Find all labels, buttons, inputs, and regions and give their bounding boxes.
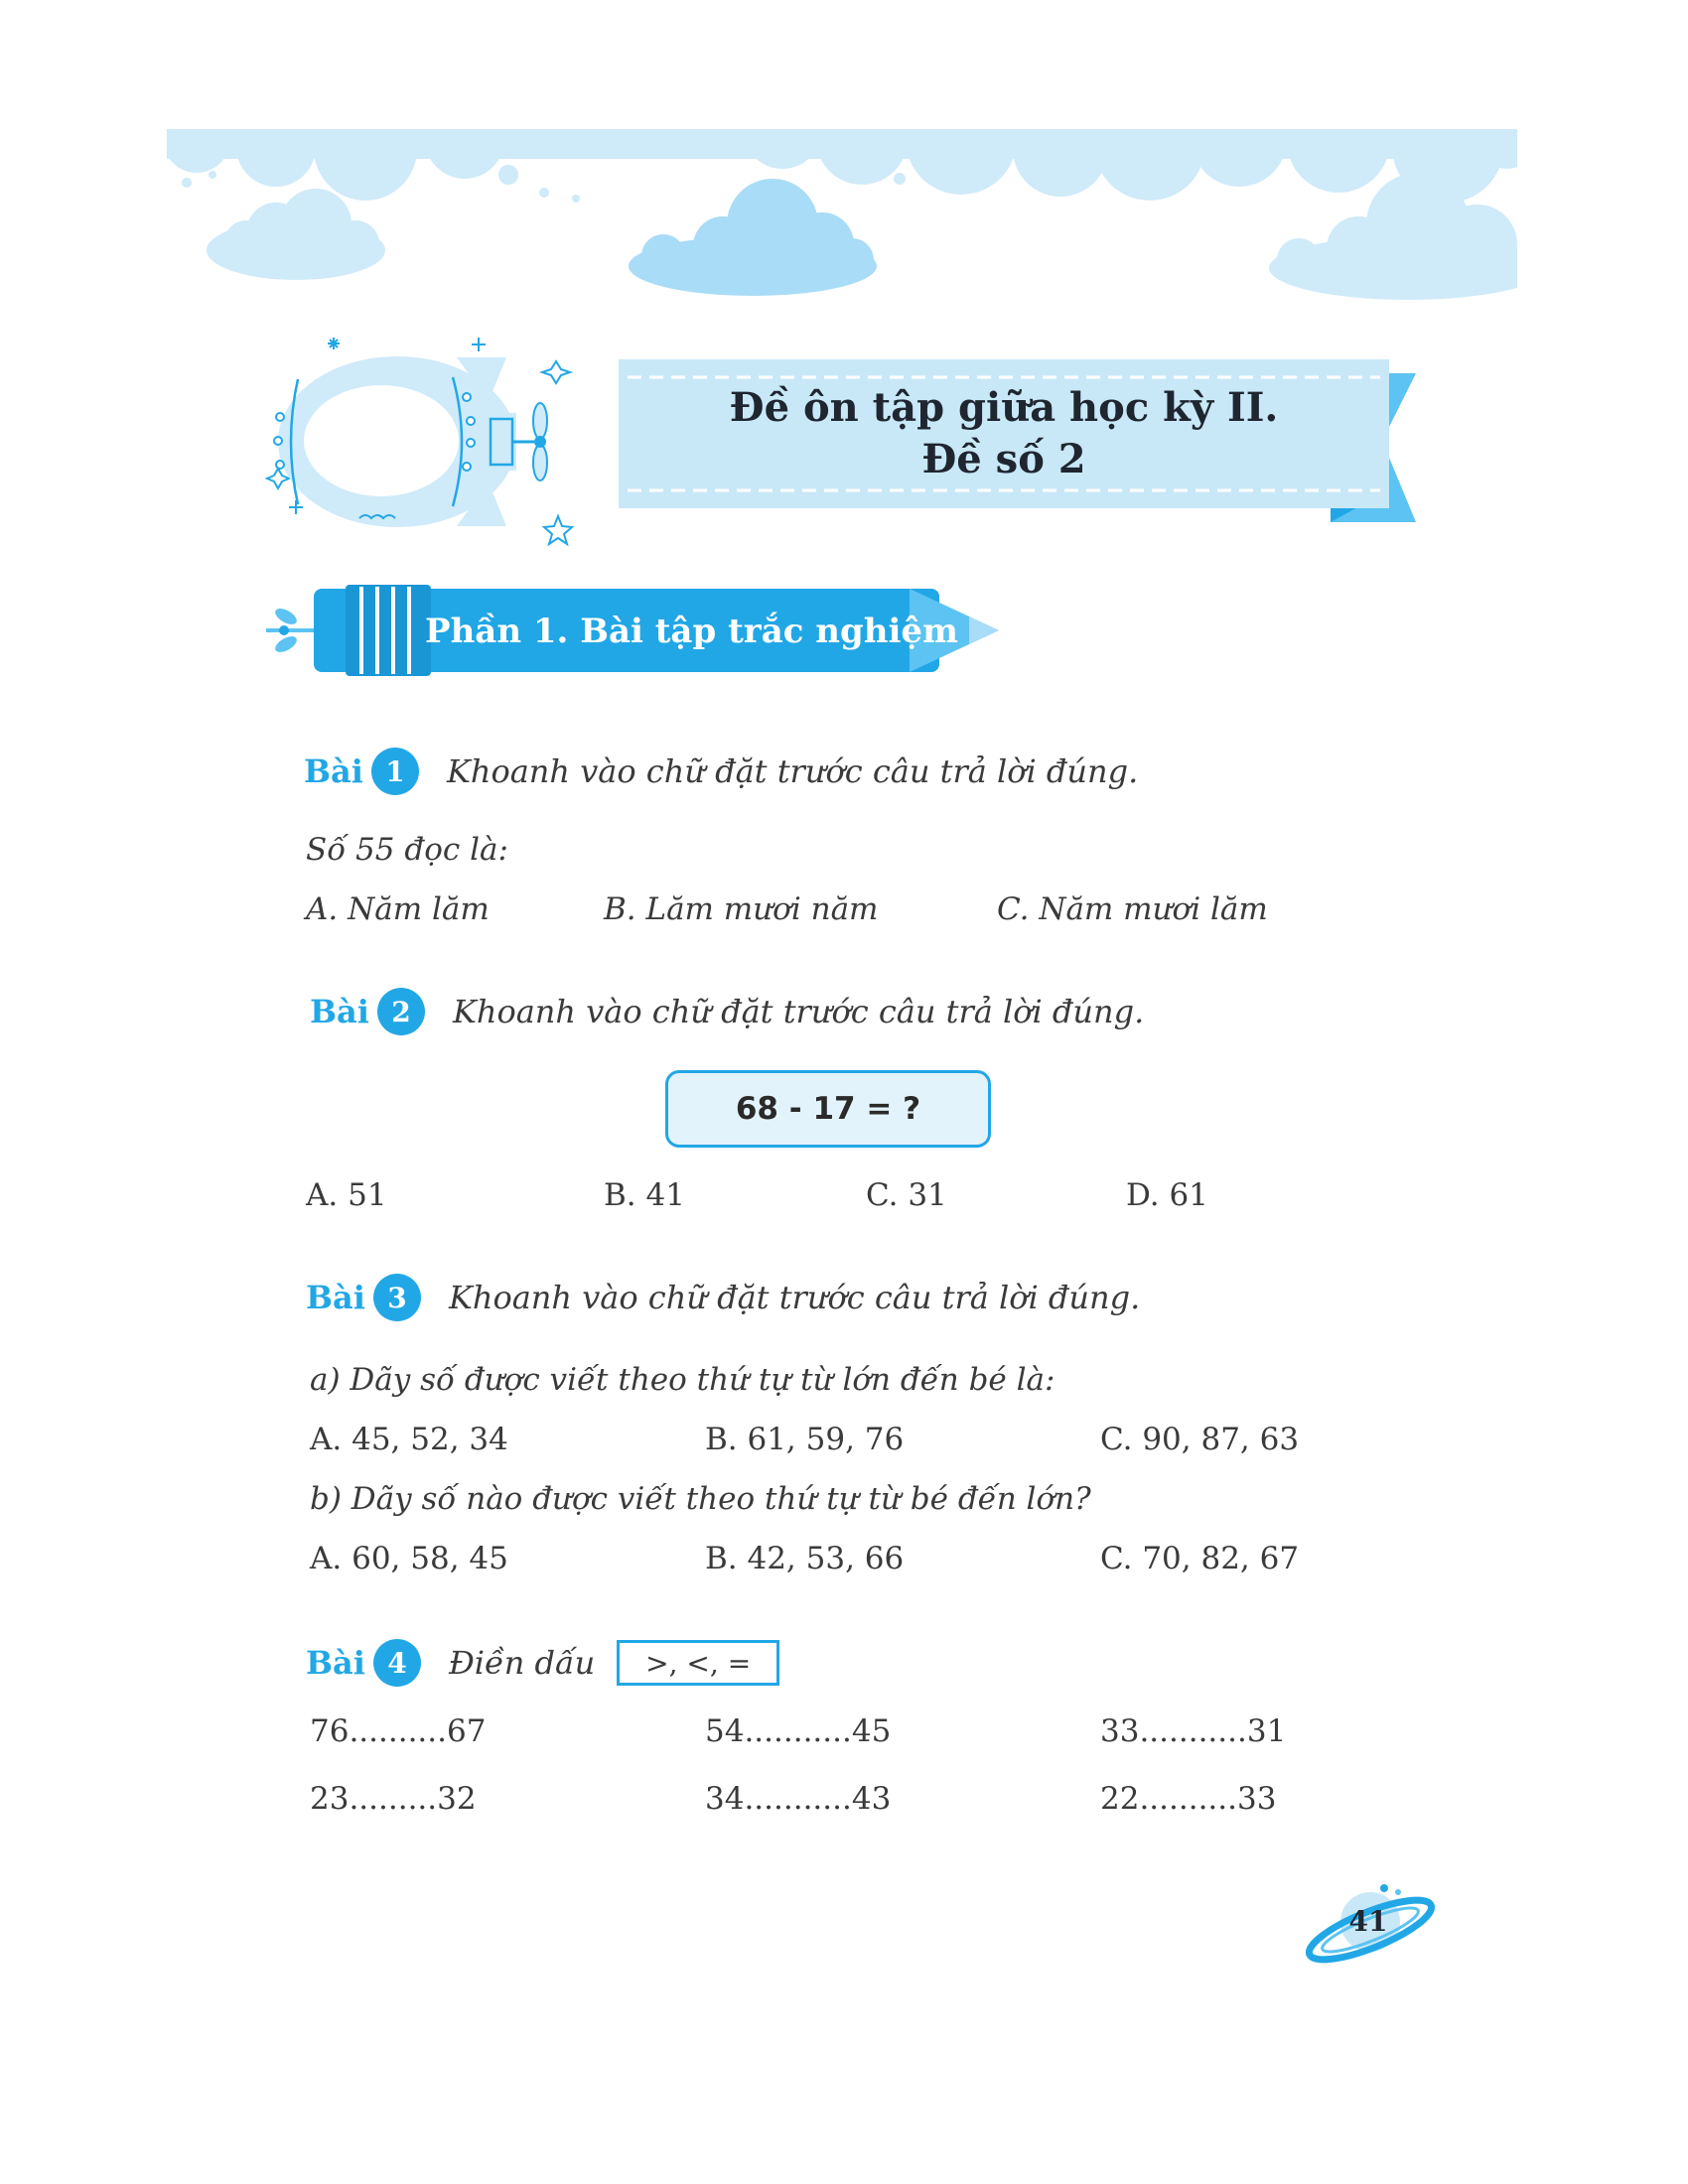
exercise-1-option-a: A. Năm lăm: [306, 891, 490, 927]
exercise-number-badge: 2: [377, 988, 425, 1035]
exercise-3b-option-a: A. 60, 58, 45: [310, 1541, 508, 1576]
exercise-word: Bài: [304, 752, 363, 790]
page-number: 41: [1348, 1904, 1388, 1938]
compare-item: 76..........67: [310, 1713, 487, 1749]
compare-item: 23.........32: [310, 1781, 477, 1817]
exercise-3-header: [306, 1273, 1140, 1322]
exercise-number-badge: 3: [373, 1274, 421, 1321]
section-title: Phần 1. Bài tập trắc nghiệm: [425, 612, 958, 651]
exercise-instruction: Khoanh vào chữ đặt trước câu trả lời đúng.: [452, 993, 1145, 1030]
exercise-word: Bài: [306, 1644, 365, 1682]
exercise-3-part-a: a) Dãy số được viết theo thứ tự từ lớn đến bé là:: [310, 1362, 1055, 1398]
airship-illustration: [258, 338, 596, 546]
compare-item: 22..........33: [1100, 1781, 1277, 1817]
title-line-1: Đề ôn tập giữa học kỳ II.: [729, 384, 1279, 431]
exercise-word: Bài: [306, 1279, 365, 1316]
exercise-3a-option-c: C. 90, 87, 63: [1100, 1422, 1300, 1457]
exercise-instruction: Khoanh vào chữ đặt trước câu trả lời đúng.: [448, 1279, 1141, 1316]
exercise-2-header: [310, 987, 1144, 1036]
exercise-2-option-c: C. 31: [866, 1177, 947, 1213]
clouds-decoration: [167, 129, 1517, 304]
exercise-1-question: Số 55 đọc là:: [306, 832, 508, 868]
exercise-instruction: Khoanh vào chữ đặt trước câu trả lời đúng.: [446, 752, 1139, 790]
exercise-1-header: [304, 747, 1138, 796]
exercise-2-option-a: A. 51: [306, 1177, 387, 1213]
exercise-1-option-c: C. Năm mươi lăm: [997, 891, 1268, 927]
exercise-word: Bài: [310, 993, 369, 1030]
compare-item: 33...........31: [1100, 1713, 1287, 1749]
exercise-4-header: [306, 1638, 779, 1688]
page-title: [619, 359, 1389, 508]
exercise-2-option-b: B. 41: [604, 1177, 685, 1213]
exercise-1-option-b: B. Lăm mươi năm: [604, 891, 879, 927]
exercise-3b-option-c: C. 70, 82, 67: [1100, 1541, 1300, 1576]
compare-item: 54...........45: [705, 1713, 892, 1749]
exercise-2-option-d: D. 61: [1126, 1177, 1208, 1213]
equation-box: 68 - 17 = ?: [665, 1070, 991, 1148]
exercise-number-badge: 4: [373, 1639, 421, 1687]
title-line-2: Đề số 2: [921, 436, 1086, 482]
exercise-instruction: Điền dấu: [448, 1644, 596, 1682]
exercise-3a-option-b: B. 61, 59, 76: [705, 1422, 905, 1457]
exercise-3a-option-a: A. 45, 52, 34: [310, 1422, 508, 1457]
exercise-3b-option-b: B. 42, 53, 66: [705, 1541, 905, 1576]
exercise-number-badge: 1: [371, 748, 419, 795]
signs-box: >, <, =: [617, 1640, 779, 1686]
compare-item: 34...........43: [705, 1781, 892, 1817]
exercise-3-part-b: b) Dãy số nào được viết theo thứ tự từ bé đến lớn?: [310, 1481, 1091, 1517]
